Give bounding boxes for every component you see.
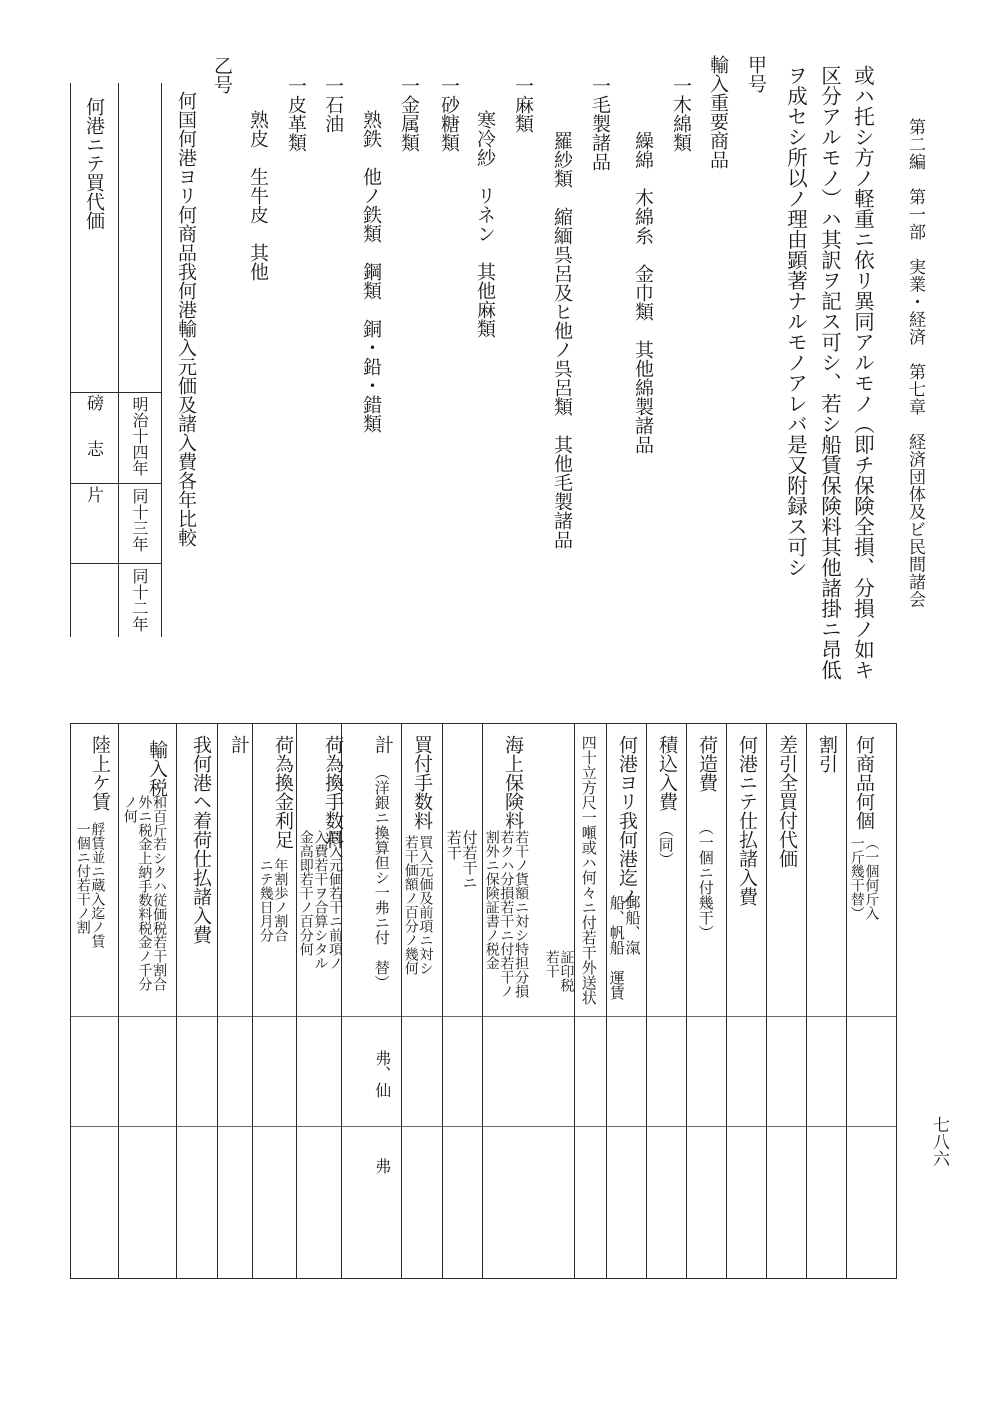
row-note-freight: 郵船、滊 船、帆船 運賃 <box>607 895 642 1000</box>
big-table-vline <box>296 723 297 1279</box>
row-main-loading: 積込入費 <box>655 735 678 811</box>
item-head-oil: 一石油 <box>322 76 344 133</box>
section-kou-title: 輸入重要商品 <box>707 55 729 169</box>
small-table-column-divider <box>118 83 119 637</box>
row-note-purchase-commission: 買入元価及前項ニ対シ 若干価額ノ百分ノ幾何 <box>402 835 434 975</box>
row-main-packing: 荷造費 <box>695 735 718 792</box>
small-table-label-top: 何港ニテ買代価 <box>83 97 105 230</box>
item-head-cotton: 一木綿類 <box>670 76 692 152</box>
big-table-border-right <box>896 723 897 1279</box>
row-main-insurance: 海上保険料 <box>501 735 524 830</box>
row-main-arrival-expenses: 我何港ヘ着荷仕払諸入費 <box>189 735 212 944</box>
small-table-border-right <box>161 83 162 637</box>
item-sub-hemp: 寒冷紗 リネン 其他麻類 <box>474 110 496 338</box>
row-subtotal-unit-2: 弗 <box>372 1158 392 1174</box>
section-otsu-title: 何国何港ヨリ何商品我何港輸入元価及諸入費各年比較 <box>175 91 197 547</box>
row-note-subtotal: （洋銀ニ換算但シ一弗ニ付 替） <box>372 765 391 990</box>
item-sub-wool: 羅紗類 縮緬呉呂及ヒ他ノ呉呂類 其他毛製諸品 <box>551 131 573 549</box>
big-table-hline-1 <box>70 1016 896 1017</box>
row-subtotal-unit-1: 弗、仙 <box>372 1050 392 1098</box>
small-table-year-3: 同十二年 <box>130 568 149 632</box>
item-head-leather: 一皮革類 <box>285 76 307 152</box>
row-main-bill-interest: 荷為換金利足 <box>271 735 294 849</box>
row-main-subtotal: 計 <box>371 735 394 754</box>
big-table-vline <box>686 723 687 1279</box>
row-main-freight: 何港ヨリ我何港迄ノ <box>615 735 638 906</box>
row-note-packing: （一個ニ付幾干） <box>696 820 715 940</box>
big-table-vline <box>401 723 402 1279</box>
small-table-border-left <box>70 83 71 637</box>
page-number: 七八六 <box>929 1116 949 1167</box>
row-note-bill-commission: 買入元価若干ニ前項ノ 入費若干ヲ合算シタル 金高即若干ノ百分何 <box>297 830 344 970</box>
big-table-vline <box>176 723 177 1279</box>
small-table-row-divider-1 <box>70 392 161 393</box>
big-table-vline <box>846 723 847 1279</box>
section-otsu: 乙号 <box>211 56 233 94</box>
row-main-tonnage: 四十立方尺一噸或ハ何々ニ付若干外送状 <box>579 735 598 1005</box>
row-main-discount: 割引 <box>815 735 838 773</box>
row-main-purchase-commission: 買付手数料 <box>410 735 433 830</box>
row-note-tonnage: 証印税 若干 <box>543 950 575 992</box>
big-table-border-top <box>70 723 896 724</box>
row-note-bill-interest: 年割歩ノ割合 ニテ幾日月分 <box>257 858 289 942</box>
item-head-hemp: 一麻類 <box>512 76 534 133</box>
big-table-border-bottom <box>70 1278 896 1279</box>
row-note-per-amount: 付若干ニ 若干 <box>444 830 479 890</box>
running-title: 第二編 第一部 実業・経済 第七章 経済団体及ビ民間諸会 <box>905 118 925 608</box>
item-head-wool: 一毛製諸品 <box>589 76 611 171</box>
big-table-vline <box>482 723 483 1279</box>
big-table-hline-2 <box>70 1126 896 1127</box>
paragraph-line-3: ヲ成セシ所以ノ理由顕著ナルモノアレバ是又附録ス可シ <box>783 65 808 578</box>
item-head-metal: 一金属類 <box>398 76 420 152</box>
row-main-commodity: 何商品何個 <box>852 735 875 830</box>
big-table-vline <box>606 723 607 1279</box>
big-table-vline <box>442 723 443 1279</box>
paragraph-line-1: 或ハ托シ方ノ軽重ニ依リ異同アルモノ（即チ保険全損、分損ノ如キ <box>850 65 875 680</box>
paragraph-line-2: 区分アルモノ）ハ其訳ヲ記ス可シ、若シ船賃保険料其他諸掛ニ昂低 <box>817 65 842 680</box>
big-table-border-left <box>70 723 71 1279</box>
small-table-label-bottom: 磅 志 片 <box>83 394 103 509</box>
item-sub-cotton: 繰綿 木綿糸 金巾類 其他綿製諸品 <box>632 131 654 454</box>
big-table-vline <box>766 723 767 1279</box>
item-sub-metal: 熟鉄 他ノ鉄類 鋼類 銅・鉛・錯類 <box>360 110 382 433</box>
row-main-bill-commission: 荷為換手数料 <box>321 735 344 849</box>
row-note-insurance: 若干ノ貨額ニ対シ特担分損 若クハ分損若干ニ付若干ノ 割外ニ保険証書ノ税金 <box>483 830 530 998</box>
item-head-sugar: 一砂糖類 <box>438 76 460 152</box>
big-table-vline <box>646 723 647 1279</box>
row-note-landing: 艀賃並ニ蔵入迄ノ賃 一個ニ付若干ノ割 <box>74 822 106 948</box>
item-sub-leather: 熟皮 生牛皮 其他 <box>247 110 269 281</box>
row-main-net-price: 差引全買付代価 <box>775 735 798 868</box>
small-table-year-2: 同十三年 <box>130 488 149 552</box>
row-main-landing: 陸上ケ賃 <box>88 735 111 811</box>
row-note-loading: （同） <box>656 822 675 867</box>
section-kou: 甲号 <box>745 55 767 93</box>
big-table-vline <box>252 723 253 1279</box>
row-note-import-duty: 和百斤若シクハ従価税若干割合 外ニ税金上納手数料税金ノ千分 ノ何 <box>121 795 168 991</box>
small-table-year-1: 明治十四年 <box>130 396 149 476</box>
big-table-vline <box>574 723 575 1279</box>
row-main-total: 計 <box>227 735 250 754</box>
row-note-commodity: （一個何斤入 一斤幾干替） <box>848 836 880 920</box>
row-main-import-duty: 輸入税 <box>145 740 168 797</box>
big-table-vline <box>726 723 727 1279</box>
big-table-vline <box>806 723 807 1279</box>
row-main-port-expenses: 何港ニテ仕払諸入費 <box>735 735 758 906</box>
small-table-row-divider-3 <box>70 563 161 564</box>
big-table-vline <box>217 723 218 1279</box>
big-table-vline <box>118 723 119 1279</box>
